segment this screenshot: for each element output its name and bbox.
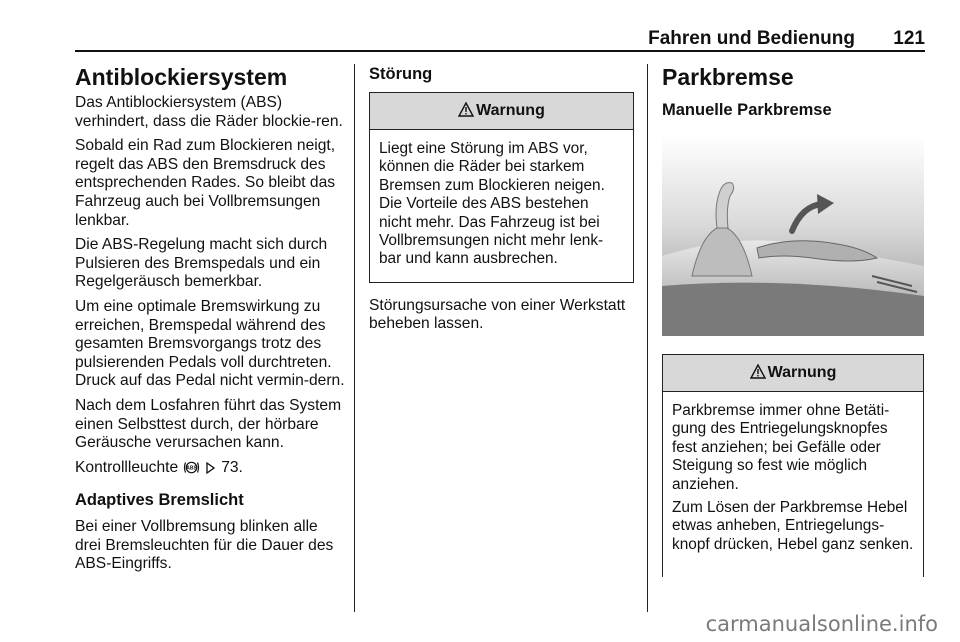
column-abs bbox=[75, 64, 345, 580]
watermark: carmanualsonline.info bbox=[705, 612, 938, 636]
warning-triangle-icon bbox=[750, 357, 766, 393]
abs-title: Antiblockiersystem bbox=[75, 64, 288, 90]
warning-title: Warnung bbox=[767, 364, 837, 381]
parking-brake-illustration bbox=[662, 136, 924, 336]
indicator-ref: 73. bbox=[221, 458, 243, 476]
fault-after-text: Störungsursache von einer Werkstatt beheben lassen. bbox=[369, 296, 626, 333]
page-header bbox=[75, 20, 925, 52]
section-title: Fahren und Bedienung bbox=[648, 28, 855, 49]
page-number: 121 bbox=[893, 28, 925, 49]
column-fault bbox=[369, 64, 634, 340]
warning-box bbox=[369, 92, 634, 283]
abs-paragraph-3: Die ABS-Regelung macht sich durch Pulsieren des Bremspedals und ein Regelgeräusch bemerkbar. bbox=[75, 236, 328, 291]
warning-title: Warnung bbox=[476, 102, 545, 119]
abs-paragraph-1: Das Antiblockiersystem (ABS) verhindert, dass die Räder blockie-ren. bbox=[75, 94, 343, 130]
column-divider bbox=[647, 64, 648, 612]
warning-paragraph-1: Parkbremse immer ohne Betäti-gung des Entriegelungsknopfes fest anziehen; bei Gefälle oder Steigung so fest wie möglich anziehen. bbox=[672, 402, 890, 493]
warning-body bbox=[663, 392, 923, 567]
warning-body bbox=[370, 130, 633, 282]
adaptive-brake-light-heading: Adaptives Bremslicht bbox=[75, 491, 244, 510]
column-parking-brake bbox=[662, 64, 924, 350]
adaptive-brake-light-text: Bei einer Vollbremsung blinken alle drei Bremsleuchten für die Dauer des ABS-Eingriffs. bbox=[75, 518, 334, 573]
svg-text:ABS: ABS bbox=[185, 465, 197, 472]
abs-paragraph-5: Nach dem Losfahren führt das System einen Selbsttest durch, der hörbare Geräusche verursachen kann. bbox=[75, 396, 342, 452]
warning-triangle-icon bbox=[458, 95, 474, 131]
parking-brake-warning bbox=[662, 354, 924, 577]
indicator-label: Kontrollleuchte bbox=[75, 458, 179, 476]
warning-text: Liegt eine Störung im ABS vor, können die Räder bei starkem Bremsen zum Blockieren neigen. Die Vorteile des ABS bestehen nicht mehr. Das Fahrzeug ist bei Vollbremsungen nicht mehr lenk-bar und kann ausbrechen. bbox=[379, 140, 605, 268]
parking-brake-title: Parkbremse bbox=[662, 64, 794, 90]
warning-box bbox=[662, 354, 924, 577]
column-divider bbox=[354, 64, 355, 612]
fault-heading: Störung bbox=[369, 65, 433, 83]
manual-parking-brake-heading: Manuelle Parkbremse bbox=[662, 101, 832, 119]
abs-indicator-icon bbox=[183, 460, 200, 481]
warning-paragraph-2: Zum Lösen der Parkbremse Hebel etwas anheben, Entriegelungs-knopf drücken, Hebel ganz senken. bbox=[672, 499, 914, 553]
indicator-line bbox=[75, 459, 345, 481]
warning-header bbox=[370, 93, 633, 130]
abs-paragraph-4: Um eine optimale Bremswirkung zu erreichen, Bremspedal während des gesamten Bremsvorgangs trotz des pulsierenden Pedals voll durchtreten. Druck auf das Pedal nicht vermin-dern. bbox=[75, 297, 345, 390]
abs-paragraph-2: Sobald ein Rad zum Blockieren neigt, regelt das ABS den Bremsdruck des entsprechenden Rades. So bleibt das Fahrzeug auch bei Vollbremsungen lenkbar. bbox=[75, 137, 336, 229]
page-reference-icon bbox=[206, 461, 215, 480]
warning-header bbox=[663, 355, 923, 392]
